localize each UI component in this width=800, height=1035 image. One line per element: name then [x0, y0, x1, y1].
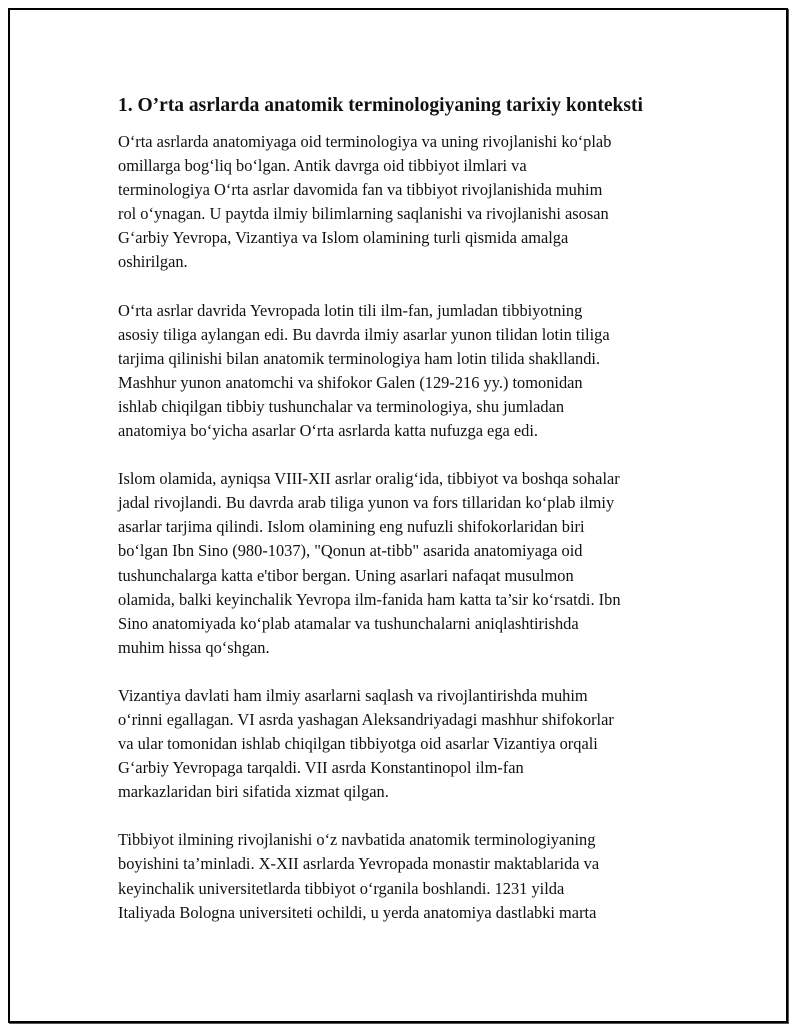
text-line: bo‘lgan Ibn Sino (980-1037), "Qonun at-tibb" asarida anatomiyaga oid [118, 541, 583, 561]
paragraph-2 [118, 299, 698, 444]
text-line: rol o‘ynagan. U paytda ilmiy bilimlarning saqlanishi va rivojlanishi asosan [118, 204, 609, 224]
text-line: asosiy tiliga aylangan edi. Bu davrda ilmiy asarlar yunon tilidan lotin tiliga [118, 324, 610, 344]
text-line: Sino anatomiyada ko‘plab atamalar va tushunchalarni aniqlashtirishda [118, 613, 579, 633]
text-line: Mashhur yunon anatomchi va shifokor Galen (129-216 yy.) tomonidan [118, 372, 583, 392]
text-line: O‘rta asrlarda anatomiyaga oid terminologiya va uning rivojlanishi ko‘plab [118, 132, 612, 151]
text-line: O‘rta asrlar davrida Yevropada lotin tili ilm-fan, jumladan tibbiyotning [118, 300, 583, 320]
text-line: G‘arbiy Yevropaga tarqaldi. VII asrda Konstantinopol ilm-fan [118, 758, 524, 778]
text-line: Italiyada Bologna universiteti ochildi, u yerda anatomiya dastlabki marta [118, 902, 597, 922]
text-line: tarjima qilinishi bilan anatomik terminologiya ham lotin tilida shakllandi. [118, 348, 601, 368]
text-line: oshirilgan. [118, 252, 188, 272]
paragraph-5 [118, 828, 698, 924]
text-line: omillarga bog‘liq bo‘lgan. Antik davrga oid tibbiyot ilmlari va [118, 156, 527, 176]
text-line: ishlab chiqilgan tibbiy tushunchalar va terminologiya, shu jumladan [118, 396, 565, 416]
document-body [118, 92, 698, 949]
text-line: Vizantiya davlati ham ilmiy asarlarni saqlash va rivojlantirishda muhim [118, 685, 588, 705]
text-line: jadal rivojlandi. Bu davrda arab tiliga yunon va fors tillaridan ko‘plab ilmiy [118, 493, 615, 513]
paragraph-1 [118, 130, 698, 275]
text-line: olamida, balki keyinchalik Yevropa ilm-fanida ham katta ta’sir ko‘rsatdi. Ibn [118, 589, 621, 609]
paragraph-3 [118, 467, 698, 660]
section-heading: 1. O’rta asrlarda anatomik terminologiyaning tarixiy konteksti [118, 95, 643, 116]
text-line: o‘rinni egallagan. VI asrda yashagan Aleksandriyadagi mashhur shifokorlar [118, 709, 614, 729]
text-line: keyinchalik universitetlarda tibbiyot o‘rganila boshlandi. 1231 yilda [118, 878, 565, 898]
text-line: G‘arbiy Yevropa, Vizantiya va Islom olamining turli qismida amalga [118, 228, 569, 248]
text-line: boyishini ta’minladi. X-XII asrlarda Yevropada monastir maktablarida va [118, 854, 600, 874]
text-line: tushunchalarga katta e'tibor bergan. Uning asarlari nafaqat musulmon [118, 565, 574, 585]
text-line: Tibbiyot ilmining rivojlanishi o‘z navbatida anatomik terminologiyaning [118, 830, 596, 850]
text-line: va ular tomonidan ishlab chiqilgan tibbiyotga oid asarlar Vizantiya orqali [118, 734, 598, 754]
text-line: muhim hissa qo‘shgan. [118, 637, 270, 657]
text-line: markazlaridan biri sifatida xizmat qilgan. [118, 782, 389, 802]
text-line: asarlar tarjima qilindi. Islom olamining eng nufuzli shifokorlaridan biri [118, 517, 585, 537]
text-line: Islom olamida, ayniqsa VIII-XII asrlar oralig‘ida, tibbiyot va boshqa sohalar [118, 469, 620, 489]
paragraph-4 [118, 684, 698, 804]
text-line: terminologiya O‘rta asrlar davomida fan va tibbiyot rivojlanishida muhim [118, 180, 603, 200]
text-line: anatomiya bo‘yicha asarlar O‘rta asrlarda katta nufuzga ega edi. [118, 421, 539, 441]
